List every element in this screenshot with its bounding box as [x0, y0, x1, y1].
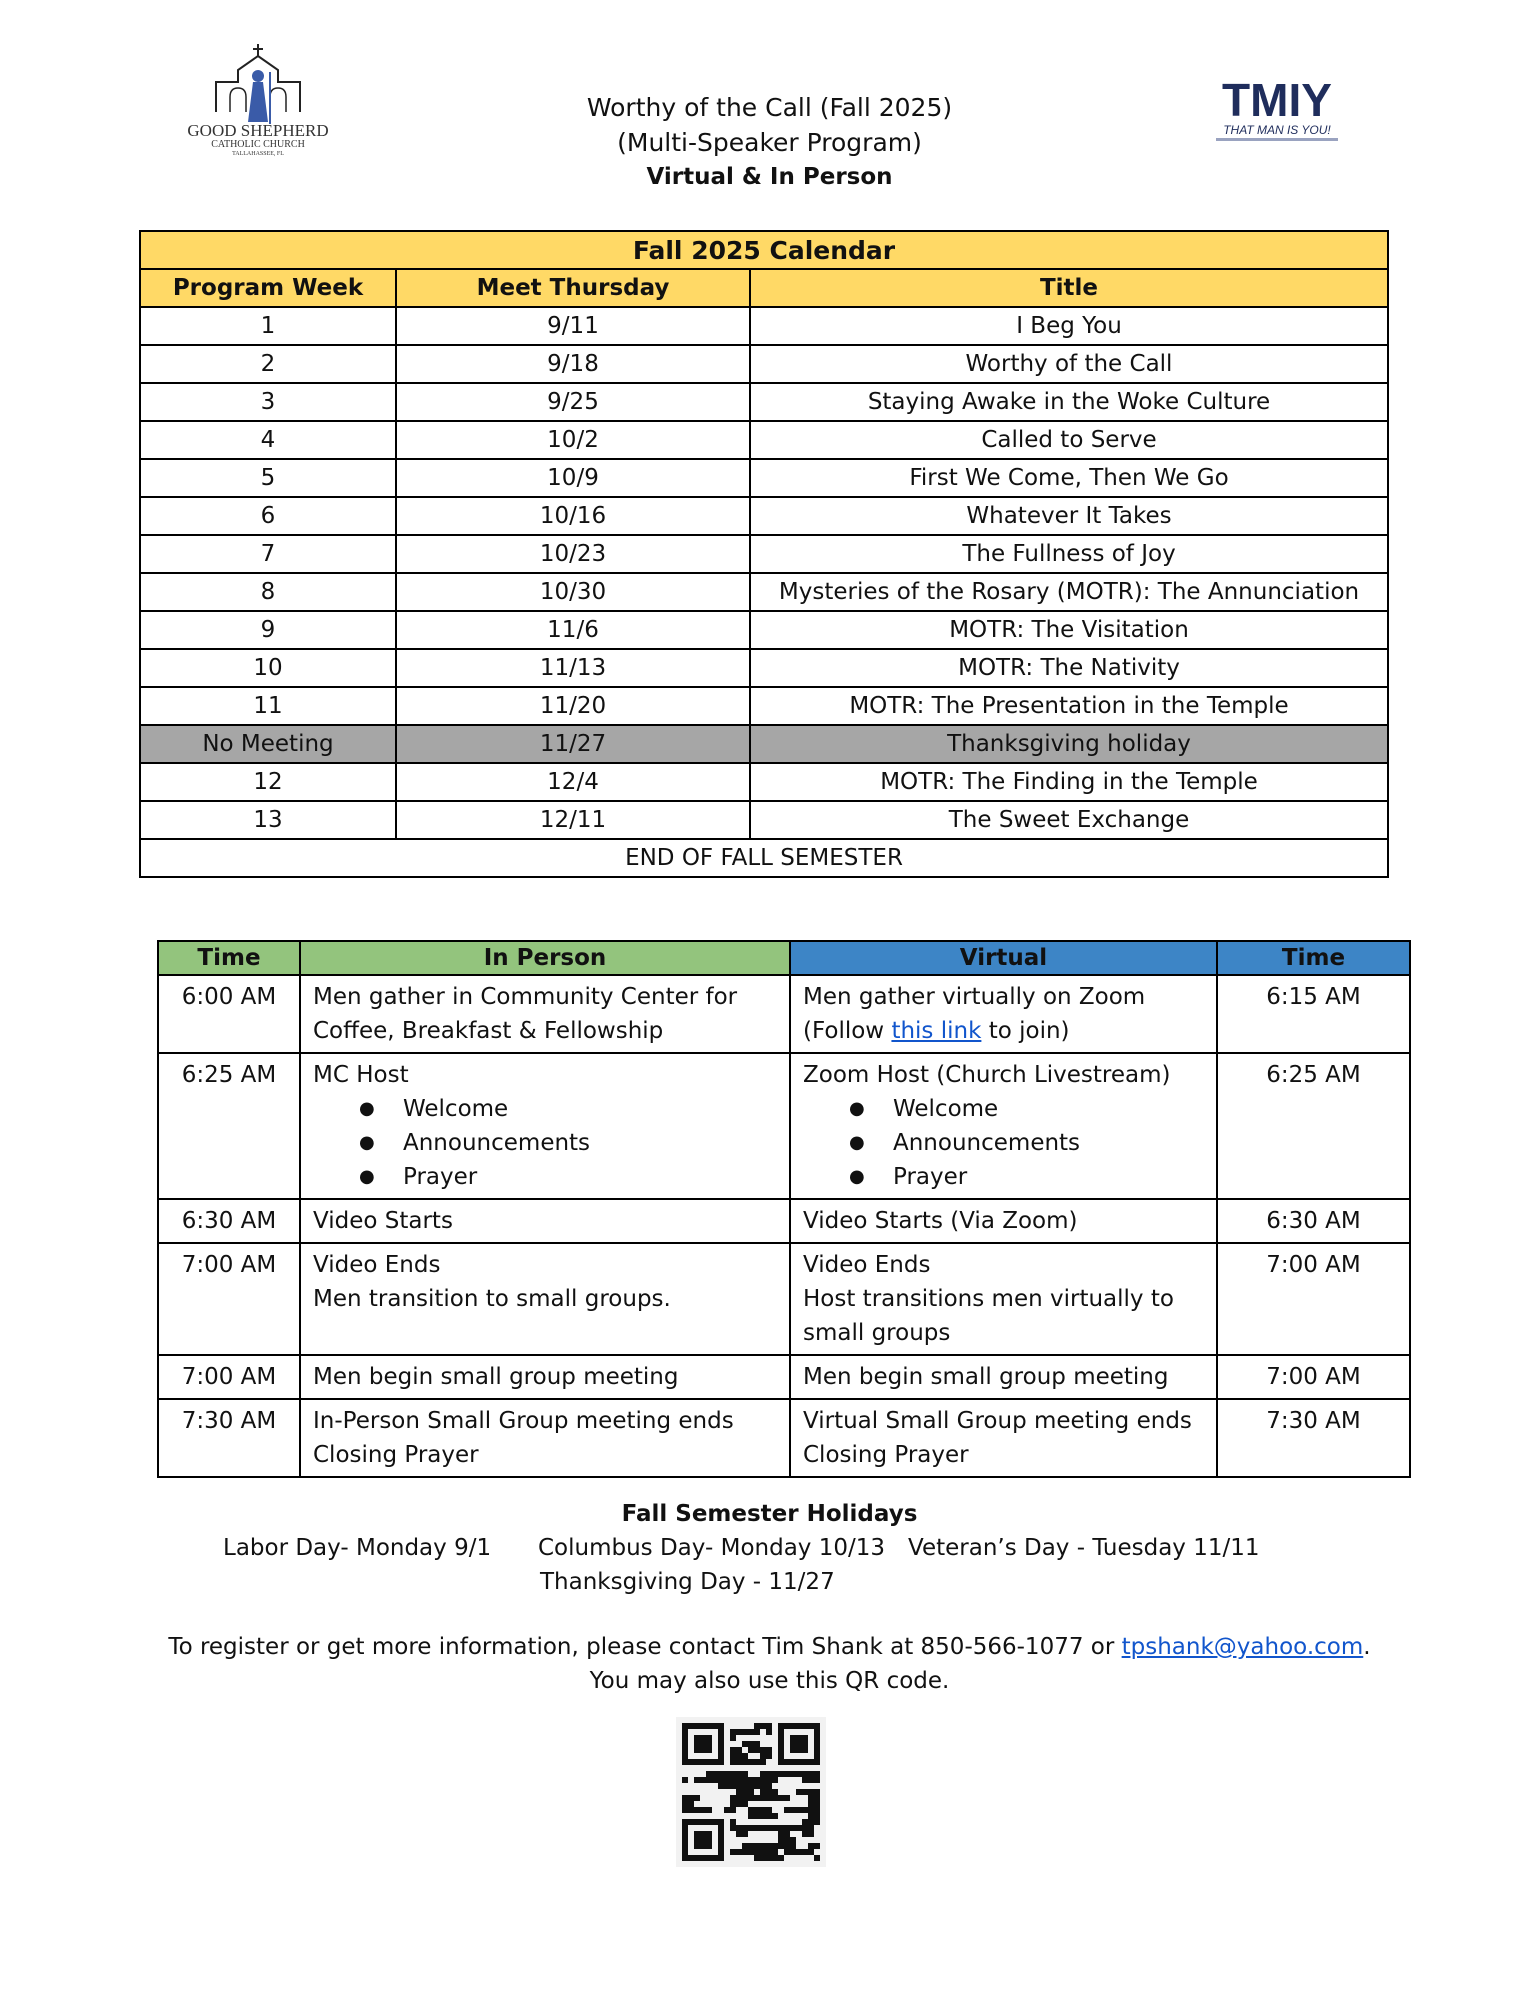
title-cell: MOTR: The Finding in the Temple — [750, 763, 1388, 801]
week-cell: 12 — [140, 763, 396, 801]
holiday-item: Columbus Day- Monday 10/13 — [538, 1535, 885, 1561]
week-cell: 5 — [140, 459, 396, 497]
title-cell: The Fullness of Joy — [750, 535, 1388, 573]
date-cell: 11/6 — [396, 611, 750, 649]
table-row — [140, 421, 1388, 459]
col-header: Meet Thursday — [396, 269, 750, 307]
time-cell: 6:25 AM — [1217, 1053, 1410, 1199]
table-row — [140, 497, 1388, 535]
col-header: Time — [1217, 941, 1410, 975]
holiday-item: Thanksgiving Day - 11/27 — [540, 1569, 835, 1595]
in-person-cell: In-Person Small Group meeting ends Closing Prayer — [300, 1399, 790, 1477]
fall-calendar-table — [139, 230, 1389, 878]
title-cell: Mysteries of the Rosary (MOTR): The Annunciation — [750, 573, 1388, 611]
time-cell: 7:30 AM — [1217, 1399, 1410, 1477]
table-row — [140, 383, 1388, 421]
calendar-body — [140, 307, 1388, 839]
holidays-section — [0, 1497, 1539, 1599]
table-row — [158, 1199, 1410, 1243]
svg-text:TMIY: TMIY — [1222, 74, 1332, 126]
time-cell: 7:00 AM — [158, 1355, 300, 1399]
col-header: Program Week — [140, 269, 396, 307]
program-format: Virtual & In Person — [646, 164, 893, 190]
in-person-cell: Men begin small group meeting — [300, 1355, 790, 1399]
page-title — [0, 90, 1539, 195]
date-cell: 9/11 — [396, 307, 750, 345]
holidays-title: Fall Semester Holidays — [621, 1501, 918, 1527]
virtual-cell: Zoom Host (Church Livestream) ● Welcome ● Announcements ● Prayer — [790, 1053, 1217, 1199]
title-cell: MOTR: The Nativity — [750, 649, 1388, 687]
qr-code[interactable] — [676, 1717, 826, 1867]
program-title: Worthy of the Call (Fall 2025) — [586, 93, 953, 122]
contact-info: To register or get more information, please contact Tim Shank at 850-566-1077 or tpshank@yahoo.com. You may also use this QR code. — [0, 1630, 1539, 1698]
time-cell: 7:00 AM — [1217, 1355, 1410, 1399]
date-cell: 9/25 — [396, 383, 750, 421]
table-row — [140, 573, 1388, 611]
in-person-cell: Video Ends Men transition to small groups. — [300, 1243, 790, 1355]
date-cell: 11/13 — [396, 649, 750, 687]
schedule-header-row — [158, 941, 1410, 975]
svg-text:CATHOLIC CHURCH: CATHOLIC CHURCH — [211, 139, 305, 150]
week-cell: No Meeting — [140, 725, 396, 763]
table-row — [140, 345, 1388, 383]
virtual-cell: Men gather virtually on Zoom (Follow this link to join) — [790, 975, 1217, 1053]
time-cell: 6:30 AM — [1217, 1199, 1410, 1243]
date-cell: 10/23 — [396, 535, 750, 573]
table-row — [158, 1355, 1410, 1399]
title-cell: Thanksgiving holiday — [750, 725, 1388, 763]
qr-instruction: You may also use this QR code. — [589, 1668, 950, 1694]
week-cell: 1 — [140, 307, 396, 345]
email-link[interactable]: tpshank@yahoo.com — [1121, 1634, 1364, 1660]
week-cell: 10 — [140, 649, 396, 687]
time-cell: 7:30 AM — [158, 1399, 300, 1477]
date-cell: 10/16 — [396, 497, 750, 535]
time-cell: 7:00 AM — [158, 1243, 300, 1355]
svg-text:GOOD SHEPHERD: GOOD SHEPHERD — [187, 121, 329, 140]
virtual-cell: Video Starts (Via Zoom) — [790, 1199, 1217, 1243]
virtual-cell: Men begin small group meeting — [790, 1355, 1217, 1399]
col-header: Time — [158, 941, 300, 975]
week-cell: 8 — [140, 573, 396, 611]
title-cell: MOTR: The Presentation in the Temple — [750, 687, 1388, 725]
week-cell: 11 — [140, 687, 396, 725]
time-cell: 6:00 AM — [158, 975, 300, 1053]
week-cell: 13 — [140, 801, 396, 839]
date-cell: 10/9 — [396, 459, 750, 497]
date-cell: 12/4 — [396, 763, 750, 801]
zoom-link[interactable]: this link — [891, 1018, 982, 1044]
week-cell: 6 — [140, 497, 396, 535]
calendar-footer: END OF FALL SEMESTER — [140, 839, 1388, 877]
week-cell: 9 — [140, 611, 396, 649]
title-cell: Called to Serve — [750, 421, 1388, 459]
table-row — [140, 459, 1388, 497]
col-header: Virtual — [790, 941, 1217, 975]
title-cell: I Beg You — [750, 307, 1388, 345]
title-cell: The Sweet Exchange — [750, 801, 1388, 839]
table-row — [158, 1399, 1410, 1477]
time-cell: 6:30 AM — [158, 1199, 300, 1243]
table-row — [140, 687, 1388, 725]
holiday-item: Veteran’s Day - Tuesday 11/11 — [908, 1535, 1260, 1561]
meeting-schedule-table — [157, 940, 1411, 1478]
time-cell: 7:00 AM — [1217, 1243, 1410, 1355]
table-row — [140, 801, 1388, 839]
holiday-item: Labor Day- Monday 9/1 — [223, 1535, 492, 1561]
date-cell: 10/2 — [396, 421, 750, 459]
date-cell: 11/27 — [396, 725, 750, 763]
title-cell: Worthy of the Call — [750, 345, 1388, 383]
table-row — [140, 307, 1388, 345]
bullet-list: ● Welcome ● Announcements ● Prayer — [803, 1092, 1206, 1194]
date-cell: 9/18 — [396, 345, 750, 383]
col-header: In Person — [300, 941, 790, 975]
date-cell: 10/30 — [396, 573, 750, 611]
in-person-cell: Video Starts — [300, 1199, 790, 1243]
in-person-cell: MC Host ● Welcome ● Announcements ● Prayer — [300, 1053, 790, 1199]
title-cell: Staying Awake in the Woke Culture — [750, 383, 1388, 421]
svg-text:THAT MAN IS YOU!: THAT MAN IS YOU! — [1223, 123, 1331, 137]
title-cell: First We Come, Then We Go — [750, 459, 1388, 497]
date-cell: 12/11 — [396, 801, 750, 839]
table-row — [158, 1243, 1410, 1355]
time-cell: 6:25 AM — [158, 1053, 300, 1199]
calendar-title: Fall 2025 Calendar — [140, 231, 1388, 269]
table-row — [140, 611, 1388, 649]
in-person-cell: Men gather in Community Center for Coffee, Breakfast & Fellowship — [300, 975, 790, 1053]
bullet-list: ● Welcome ● Announcements ● Prayer — [313, 1092, 779, 1194]
table-row — [140, 763, 1388, 801]
virtual-cell: Virtual Small Group meeting ends Closing Prayer — [790, 1399, 1217, 1477]
col-header: Title — [750, 269, 1388, 307]
calendar-header-row — [140, 269, 1388, 307]
table-row — [140, 535, 1388, 573]
title-cell: Whatever It Takes — [750, 497, 1388, 535]
week-cell: 3 — [140, 383, 396, 421]
svg-text:TALLAHASSEE, FL: TALLAHASSEE, FL — [232, 151, 284, 157]
program-subtitle: (Multi-Speaker Program) — [617, 128, 922, 157]
table-row — [158, 975, 1410, 1053]
week-cell: 7 — [140, 535, 396, 573]
title-cell: MOTR: The Visitation — [750, 611, 1388, 649]
date-cell: 11/20 — [396, 687, 750, 725]
virtual-cell: Video Ends Host transitions men virtually to small groups — [790, 1243, 1217, 1355]
week-cell: 2 — [140, 345, 396, 383]
table-row — [140, 649, 1388, 687]
no-meeting-row — [140, 725, 1388, 763]
week-cell: 4 — [140, 421, 396, 459]
time-cell: 6:15 AM — [1217, 975, 1410, 1053]
table-row — [158, 1053, 1410, 1199]
